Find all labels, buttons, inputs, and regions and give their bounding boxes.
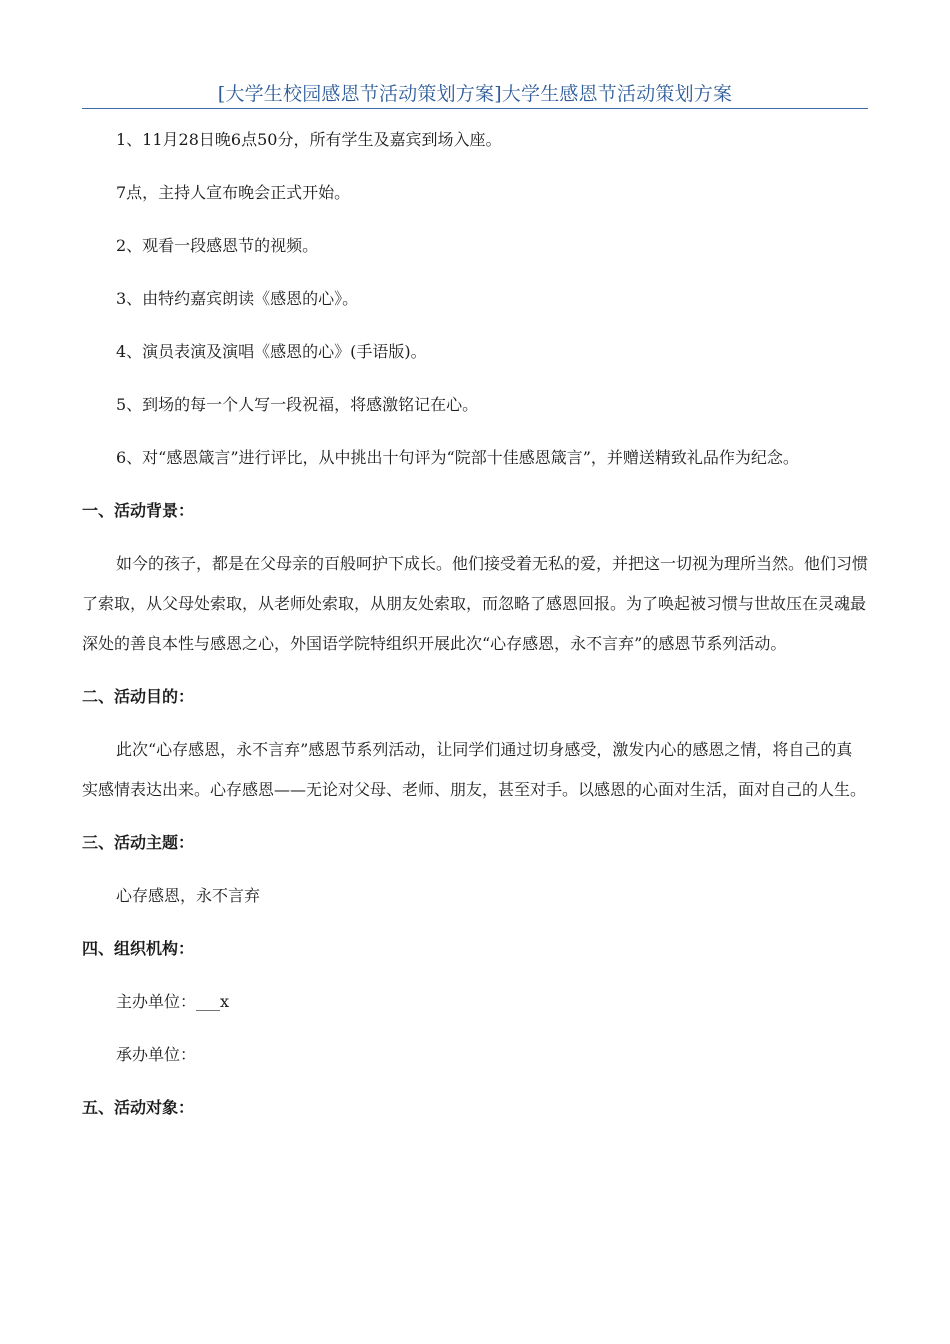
page-header-title: [大学生校园感恩节活动策划方案]大学生感恩节活动策划方案 [217, 83, 733, 105]
paragraph-reading: 3、由特约嘉宾朗读《感恩的心》。 [116, 289, 359, 308]
paragraph-appraisal: 6、对“感恩箴言”进行评比，从中挑出十句评为“院部十佳感恩箴言”，并赠送精致礼品作为纪念。 [116, 448, 799, 467]
section-heading-theme: 三、活动主题： [82, 833, 195, 852]
header-divider [82, 108, 868, 109]
section-heading-audience: 五、活动对象： [82, 1098, 195, 1117]
section-heading-purpose: 二、活动目的： [82, 687, 195, 706]
paragraph-arrival: 1、11月28日晚6点50分，所有学生及嘉宾到场入座。 [116, 130, 502, 149]
paragraph-host: 主办单位：___x [116, 992, 230, 1011]
section-heading-organization: 四、组织机构： [82, 939, 195, 958]
paragraph-video: 2、观看一段感恩节的视频。 [116, 236, 319, 255]
paragraph-organizer: 承办单位： [116, 1045, 197, 1064]
paragraph-blessing: 5、到场的每一个人写一段祝福，将感激铭记在心。 [116, 395, 479, 414]
paragraph-opening: 7点，主持人宣布晚会正式开始。 [116, 183, 351, 202]
section-heading-background: 一、活动背景： [82, 501, 195, 520]
paragraph-background: 如今的孩子，都是在父母亲的百般呵护下成长。他们接受着无私的爱，并把这一切视为理所当然。他们习惯了索取，从父母处索取，从老师处索取，从朋友处索取，而忽略了感恩回报。为了唤起被习惯与世故压在灵魂最深处的善良本性与感恩之心，外国语学院特组织开展此次“心存感恩，永不言弃”的感恩节系列活动。 [82, 554, 869, 653]
document-body [82, 120, 868, 1128]
paragraph-theme: 心存感恩，永不言弃 [116, 886, 261, 905]
paragraph-purpose: 此次“心存感恩，永不言弃”感恩节系列活动，让同学们通过切身感受，激发内心的感恩之情，将自己的真实感情表达出来。心存感恩——无论对父母、老师、朋友，甚至对手。以感恩的心面对生活，面对自己的人生。 [82, 740, 867, 799]
paragraph-performance: 4、演员表演及演唱《感恩的心》(手语版)。 [116, 342, 427, 361]
